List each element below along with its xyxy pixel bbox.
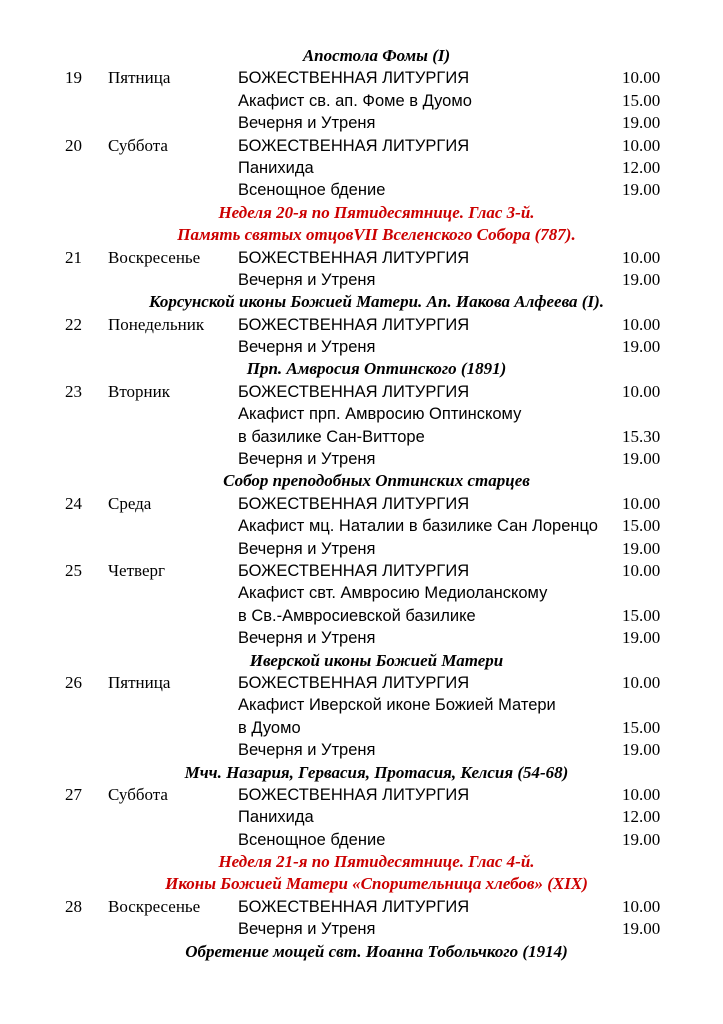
weekday: Пятница — [108, 672, 171, 692]
feast-heading: Апостола Фомы (I) — [302, 46, 451, 65]
feast-heading-sunday: Иконы Божией Матери «Спорительница хлебов» (XIX) — [165, 874, 588, 894]
day-number: 23 — [65, 381, 82, 401]
service-name: Акафист свт. Амвросию Медиоланскому — [238, 584, 548, 603]
service-time: 19.00 — [622, 740, 661, 760]
service-time: 10.00 — [622, 493, 661, 513]
service-name: в Дуомо — [238, 718, 301, 737]
weekday: Вторник — [108, 381, 170, 401]
service-time: 19.00 — [622, 829, 661, 849]
feast-heading: Иверской иконы Божией Матери — [249, 650, 504, 670]
weekday: Среда — [108, 493, 152, 513]
day-number: 27 — [65, 784, 82, 804]
day-number: 22 — [65, 314, 82, 334]
schedule-row — [0, 157, 723, 179]
feast-heading: Прп. Амвросия Оптинского (1891) — [246, 359, 507, 379]
service-name: Вечерня и Утреня — [238, 539, 376, 558]
service-name: Акафист св. ап. Фоме в Дуомо — [238, 91, 472, 110]
schedule-row — [0, 515, 723, 537]
service-time: 19.00 — [622, 538, 661, 558]
feast-heading: Мчч. Назария, Гервасия, Протасия, Келсия (54-68) — [184, 762, 569, 782]
service-time: 10.00 — [622, 560, 661, 580]
schedule-row — [0, 135, 723, 157]
service-name: Вечерня и Утреня — [238, 629, 376, 648]
weekday: Понедельник — [108, 314, 205, 334]
service-name: в Св.-Амвросиевской базилике — [238, 606, 476, 625]
weekday: Четверг — [108, 560, 165, 580]
schedule-row — [0, 336, 723, 358]
service-name: БОЖЕСТВЕННАЯ ЛИТУРГИЯ — [238, 69, 470, 88]
schedule-row — [0, 403, 723, 425]
service-name: БОЖЕСТВЕННАЯ ЛИТУРГИЯ — [238, 561, 470, 580]
schedule-row — [0, 90, 723, 112]
service-name: Панихида — [238, 158, 314, 177]
schedule-row — [0, 806, 723, 828]
service-name: Всенощное бдение — [238, 830, 386, 849]
service-time: 10.00 — [622, 784, 661, 804]
service-time: 10.00 — [622, 135, 661, 155]
schedule-row — [0, 717, 723, 739]
schedule-row — [0, 694, 723, 716]
feast-heading-sunday: Память святых отцовVII Вселенского Собора (787). — [177, 225, 576, 245]
service-time: 12.00 — [622, 807, 661, 827]
service-time: 15.00 — [622, 717, 661, 737]
service-name: БОЖЕСТВЕННАЯ ЛИТУРГИЯ — [238, 673, 470, 692]
service-name: БОЖЕСТВЕННАЯ ЛИТУРГИЯ — [238, 494, 470, 513]
service-name: Вечерня и Утреня — [238, 114, 376, 133]
weekday: Суббота — [108, 784, 168, 804]
weekday: Суббота — [108, 135, 168, 155]
service-name: БОЖЕСТВЕННАЯ ЛИТУРГИЯ — [238, 248, 470, 267]
service-time: 10.00 — [622, 314, 661, 334]
day-number: 21 — [65, 247, 82, 267]
service-name: БОЖЕСТВЕННАЯ ЛИТУРГИЯ — [238, 785, 470, 804]
day-number: 24 — [65, 493, 82, 513]
schedule-row — [0, 493, 723, 515]
service-name: Акафист мц. Наталии в базилике Сан Лоренцо — [238, 517, 598, 536]
schedule-row — [0, 560, 723, 582]
service-name: БОЖЕСТВЕННАЯ ЛИТУРГИЯ — [238, 315, 470, 334]
schedule-row — [0, 896, 723, 918]
feast-heading-sunday: Неделя 20-я по Пятидесятнице. Глас 3-й. — [218, 202, 535, 222]
service-time: 10.00 — [622, 896, 661, 916]
feast-heading: Обретение мощей свт. Иоанна Тобольчкого (1914) — [185, 941, 568, 961]
service-time: 15.00 — [622, 516, 661, 536]
schedule-row — [0, 739, 723, 761]
service-name: Вечерня и Утреня — [238, 450, 376, 469]
schedule-row — [0, 112, 723, 134]
day-number: 19 — [65, 68, 82, 88]
schedule-row — [0, 381, 723, 403]
schedule-row — [0, 426, 723, 448]
feast-heading: Собор преподобных Оптинских старцев — [223, 471, 530, 491]
service-name: БОЖЕСТВЕННАЯ ЛИТУРГИЯ — [238, 382, 470, 401]
service-name: БОЖЕСТВЕННАЯ ЛИТУРГИЯ — [238, 897, 470, 916]
day-number: 26 — [65, 672, 82, 692]
service-name: Всенощное бдение — [238, 181, 386, 200]
service-time: 19.00 — [622, 449, 661, 469]
service-time: 19.00 — [622, 180, 661, 200]
feast-heading: Корсунской иконы Божией Матери. Ап. Иакова Алфеева (I). — [148, 292, 604, 312]
schedule-row — [0, 582, 723, 604]
service-name: Вечерня и Утреня — [238, 338, 376, 357]
service-name: БОЖЕСТВЕННАЯ ЛИТУРГИЯ — [238, 136, 470, 155]
service-time: 19.00 — [622, 919, 661, 939]
service-time: 19.00 — [622, 113, 661, 133]
service-time: 15.00 — [622, 605, 661, 625]
schedule-row — [0, 269, 723, 291]
schedule-row — [0, 627, 723, 649]
schedule-row — [0, 784, 723, 806]
service-time: 12.00 — [622, 157, 661, 177]
schedule-row — [0, 829, 723, 851]
service-time: 10.00 — [622, 247, 661, 267]
schedule-row — [0, 67, 723, 89]
service-time: 15.00 — [622, 90, 661, 110]
service-time: 15.30 — [622, 426, 661, 446]
schedule-row — [0, 538, 723, 560]
service-name: Панихида — [238, 808, 314, 827]
schedule-row — [0, 448, 723, 470]
service-time: 10.00 — [622, 381, 661, 401]
service-name: Вечерня и Утреня — [238, 741, 376, 760]
service-time: 19.00 — [622, 628, 661, 648]
schedule-row — [0, 314, 723, 336]
service-time: 10.00 — [622, 672, 661, 692]
schedule-row — [0, 247, 723, 269]
schedule-row — [0, 605, 723, 627]
day-number: 28 — [65, 896, 82, 916]
schedule-row — [0, 918, 723, 940]
service-name: в базилике Сан-Витторе — [238, 427, 425, 446]
service-time: 19.00 — [622, 337, 661, 357]
service-name: Вечерня и Утреня — [238, 270, 376, 289]
day-number: 25 — [65, 560, 82, 580]
service-time: 19.00 — [622, 269, 661, 289]
service-time: 10.00 — [622, 68, 661, 88]
weekday: Воскресенье — [108, 896, 201, 916]
service-name: Акафист прп. Амвросию Оптинскому — [238, 405, 522, 424]
day-number: 20 — [65, 135, 82, 155]
service-name: Вечерня и Утреня — [238, 920, 376, 939]
schedule-row — [0, 179, 723, 201]
schedule-row — [0, 672, 723, 694]
service-name: Акафист Иверской иконе Божией Матери — [238, 696, 556, 715]
weekday: Пятница — [108, 68, 171, 88]
weekday: Воскресенье — [108, 247, 201, 267]
feast-heading-sunday: Неделя 21-я по Пятидесятнице. Глас 4-й. — [218, 852, 535, 872]
